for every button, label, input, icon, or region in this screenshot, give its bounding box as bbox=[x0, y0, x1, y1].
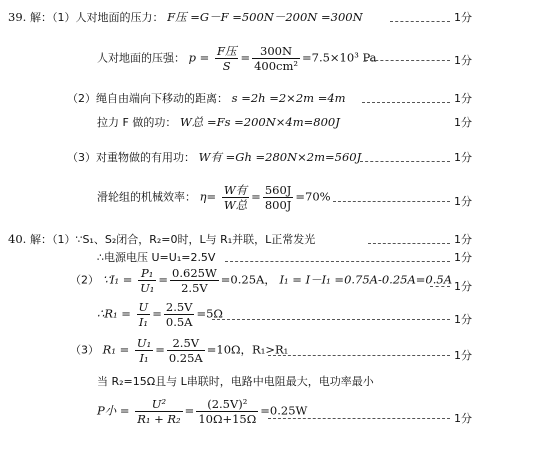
q40-line-4: ∴R₁ = $\frac{U}{\text{I₁}}$ = $\frac{2.5V}{0.5A}$ =5Ω bbox=[97, 300, 223, 329]
q39-part3-text: 对重物做的有用功： bbox=[96, 151, 195, 164]
q40-il-left: ∵I₁ = bbox=[102, 272, 133, 287]
q40-i1-formula: I₁ = I－I₁ =0.75A-0.25A=0.5A bbox=[279, 272, 453, 287]
score-q39-1: 1分 bbox=[454, 11, 472, 24]
q39-pressure-left: p = bbox=[188, 50, 210, 65]
q40-il-result: =0.25A， bbox=[220, 272, 276, 287]
q39-line-3 bbox=[67, 90, 346, 106]
q39-pressure-fraction-2: $\frac{300N}{\text{400cm²}}$ bbox=[254, 44, 298, 73]
q40-part2-label: （2） bbox=[70, 273, 99, 287]
q40-rl-result: =10Ω，R₁>R₁ bbox=[206, 342, 289, 357]
q40-p-left: P小 = bbox=[97, 403, 130, 418]
q39-line-6: 滑轮组的机械效率： η= $\frac{\text{W有}}{\text{W总}}$ = $\frac{560J}{800J}$ =70% bbox=[97, 183, 331, 212]
score-q39-2: 1分 bbox=[454, 54, 472, 67]
score-q40-6: 1分 bbox=[454, 412, 472, 425]
q39-part3-formula: W有 =Gh =280N×2m=560J bbox=[198, 150, 362, 164]
leader-line bbox=[333, 201, 450, 202]
q40-line-3: （2） ∵I₁ = $\frac{\text{P₁}}{\text{U₁}}$ = $\frac{0.625W}{2.5V}$ =0.25A， I₁ = I－I₁ =0.75A-0.25A=0.5A bbox=[70, 266, 453, 295]
leader-line bbox=[212, 319, 450, 320]
q40-r1-result: =5Ω bbox=[196, 306, 223, 321]
q40-part3-label: （3） bbox=[70, 343, 99, 357]
q39-part1-formula: F压 =G－F =500N－200N =300N bbox=[167, 10, 363, 24]
q40-p-fraction-1: $\frac{\text{U²}}{\text{R₁ + R₂}}$ bbox=[137, 397, 181, 426]
q40-rl-fraction-2: $\frac{2.5V}{0.25A}$ bbox=[168, 336, 203, 365]
q40-rl-left: R₁ = bbox=[102, 342, 130, 357]
q40-part1-line2: ∴电源电压 U=U₁=2.5V bbox=[97, 251, 216, 264]
leader-line bbox=[268, 355, 450, 356]
q40-part1-line1: ∵S₁、S₂闭合，R₂=0时，L与 R₁并联，L正常发光 bbox=[75, 233, 316, 246]
score-q40-3: 1分 bbox=[454, 280, 472, 293]
q40-il-fraction-1: $\frac{\text{P₁}}{\text{U₁}}$ bbox=[140, 266, 155, 295]
q40-line-6 bbox=[97, 373, 374, 389]
q40-r1-left: ∴R₁ = bbox=[97, 306, 131, 321]
q40-il-fraction-2: $\frac{0.625W}{2.5V}$ bbox=[172, 266, 217, 295]
q39-line-4 bbox=[97, 114, 340, 130]
score-q39-4: 1分 bbox=[454, 116, 472, 129]
q39-part1-label: （1） bbox=[51, 11, 76, 24]
q40-number: 40. bbox=[8, 232, 27, 246]
score-q39-6: 1分 bbox=[454, 195, 472, 208]
leader-line bbox=[225, 261, 450, 262]
q39-pressure-fraction-1: $\frac{\text{F压}}{S}$ bbox=[216, 44, 237, 73]
leader-line bbox=[360, 161, 450, 162]
q39-part1-text: 人对地面的压力： bbox=[75, 11, 164, 24]
score-q40-1: 1分 bbox=[454, 233, 472, 246]
q39-line-5 bbox=[67, 149, 361, 165]
q39-work-text: 拉力 F 做的功： bbox=[97, 116, 177, 129]
leader-line bbox=[268, 418, 450, 419]
q39-work-formula: W总 =Fs =200N×4m=800J bbox=[179, 115, 340, 129]
q39-pressure-text: 人对地面的压强： bbox=[97, 51, 185, 65]
score-q40-5: 1分 bbox=[454, 349, 472, 362]
q40-r1-fraction-1: $\frac{U}{\text{I₁}}$ bbox=[138, 300, 149, 329]
q40-part3-text: 当 R₂=15Ω且与 L串联时，电路中电阻最大，电功率最小 bbox=[97, 375, 374, 388]
q39-line-2: 人对地面的压强： p = $\frac{\text{F压}}{S}$ = $\frac{300N}{\text{400cm²}}$ =7.5×10³ Pa bbox=[97, 44, 377, 73]
q39-efficiency-result: =70% bbox=[295, 189, 331, 204]
q39-efficiency-fraction-1: $\frac{\text{W有}}{\text{W总}}$ bbox=[223, 183, 248, 212]
score-q40-2: 1分 bbox=[454, 251, 472, 264]
q40-line-5: （3） R₁ = $\frac{\text{U₁}}{\text{I₁}}$ = $\frac{2.5V}{0.25A}$ =10Ω，R₁>R₁ bbox=[70, 336, 289, 365]
leader-line bbox=[362, 102, 450, 103]
q40-p-fraction-2: $\frac{\text{(2.5V)²}}{10\Omega+15\Omega}$ bbox=[198, 397, 257, 426]
q39-part2-label: （2） bbox=[67, 92, 96, 105]
leader-line bbox=[390, 21, 450, 22]
q40-line-2 bbox=[97, 249, 215, 265]
q40-solve-label: 解： bbox=[29, 233, 52, 246]
q39-part3-label: （3） bbox=[67, 151, 96, 164]
q39-efficiency-fraction-2: $\frac{560J}{800J}$ bbox=[264, 183, 292, 212]
q40-line-1 bbox=[8, 231, 315, 247]
score-q39-5: 1分 bbox=[454, 151, 472, 164]
q39-line-1 bbox=[8, 9, 363, 25]
q40-p-result: =0.25W bbox=[260, 403, 308, 418]
q39-efficiency-text: 滑轮组的机械效率： bbox=[97, 190, 196, 204]
q39-number: 39. bbox=[8, 10, 27, 24]
score-q40-4: 1分 bbox=[454, 313, 472, 326]
leader-line bbox=[365, 60, 450, 61]
q40-part1-label: （1） bbox=[51, 233, 76, 246]
q39-efficiency-left: η= bbox=[199, 189, 217, 204]
q39-solve-label: 解： bbox=[29, 11, 52, 24]
q39-part2-formula: s =2h =2×2m =4m bbox=[231, 91, 346, 105]
q40-rl-fraction-1: $\frac{\text{U₁}}{\text{I₁}}$ bbox=[136, 336, 152, 365]
q40-line-7: P小 = $\frac{\text{U²}}{\text{R₁ + R₂}}$ = $\frac{\text{(2.5V)²}}{10\Omega+15\Omega}$ =0.25W bbox=[97, 397, 308, 426]
leader-line bbox=[368, 243, 450, 244]
q40-r1-fraction-2: $\frac{2.5V}{0.5A}$ bbox=[165, 300, 193, 329]
leader-line bbox=[430, 286, 450, 287]
q39-part2-text: 绳自由端向下移动的距离： bbox=[96, 92, 228, 105]
score-q39-3: 1分 bbox=[454, 92, 472, 105]
q39-pressure-result: =7.5×10³ Pa bbox=[302, 50, 377, 65]
